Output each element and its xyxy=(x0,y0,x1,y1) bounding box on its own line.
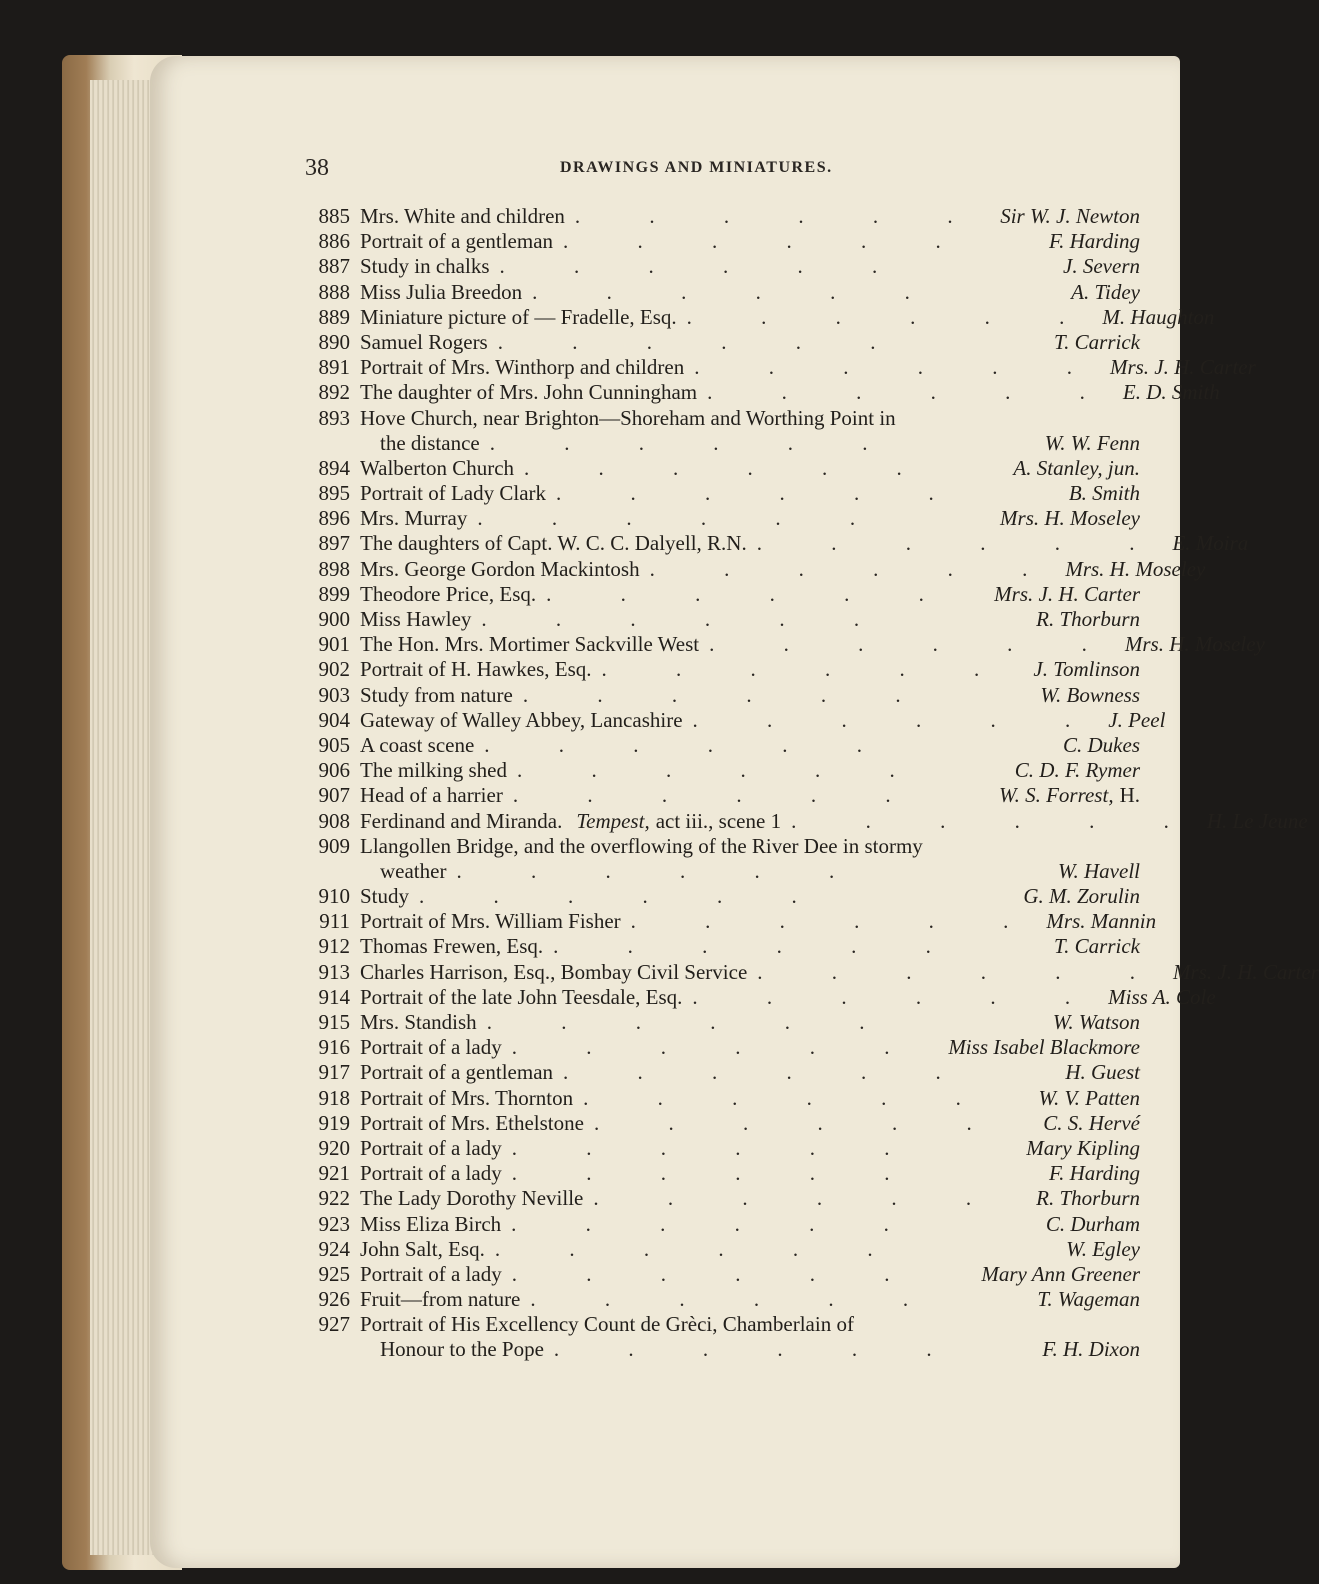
catalog-entry xyxy=(300,884,1140,909)
entry-artist: T. Carrick xyxy=(1054,934,1140,959)
catalog-entry xyxy=(300,607,1140,632)
entry-number: 888 xyxy=(318,279,350,304)
leader-dots: . . . . . . xyxy=(532,279,942,304)
leader-dots: . . . . . . xyxy=(511,1035,922,1060)
catalog-entry xyxy=(300,204,1140,229)
catalog-entry-continuation xyxy=(300,1337,1140,1362)
leader-dots: . . . . . . xyxy=(694,355,1104,380)
catalog-entry xyxy=(300,456,1140,481)
entry-number: 887 xyxy=(318,254,350,279)
entry-artist: H. Guest xyxy=(1065,1060,1140,1085)
catalog-entry xyxy=(300,1262,1140,1287)
leader-dots: . . . . . . xyxy=(553,1337,964,1362)
catalog-entry xyxy=(300,1287,1140,1312)
catalog-entry xyxy=(300,280,1140,305)
catalog-entry xyxy=(300,1186,1140,1211)
catalog-entry xyxy=(300,1237,1140,1262)
entry-number: 918 xyxy=(318,1085,350,1110)
leader-dots: . . . . . . xyxy=(484,732,895,757)
entry-artist: E. Moira xyxy=(1172,531,1249,556)
entry-number: 916 xyxy=(318,1035,350,1060)
entry-title: Miss Julia Breedon xyxy=(360,279,523,304)
entry-number: 886 xyxy=(318,229,350,254)
leader-dots: . . . . . . xyxy=(494,1236,905,1261)
entry-number: 889 xyxy=(318,304,350,329)
entry-artist: E. D. Smith xyxy=(1122,380,1220,405)
entry-number: 924 xyxy=(318,1236,350,1261)
leader-dots: . . . . . . xyxy=(556,481,966,506)
entry-title: Portrait of a gentleman xyxy=(360,1060,554,1085)
leader-dots: . . . . . . xyxy=(791,808,1201,833)
entry-title: Mrs. Standish xyxy=(360,1010,477,1034)
entry-title: Mrs. George Gordon Mackintosh xyxy=(360,556,640,581)
entry-title: Walberton Church xyxy=(360,455,515,480)
entry-title: Study xyxy=(360,884,410,909)
entry-artist: Miss Isabel Blackmore xyxy=(948,1035,1140,1060)
entry-number: 922 xyxy=(318,1186,350,1211)
entry-title: Portrait of a gentleman xyxy=(360,229,554,254)
entry-artist: W. Egley xyxy=(1066,1236,1140,1261)
catalog-entry xyxy=(300,959,1319,985)
entry-title: John Salt, Esq. xyxy=(360,1236,485,1261)
entry-number: 894 xyxy=(318,455,350,480)
entry-artist-extra: H. xyxy=(1119,783,1140,808)
catalog-entry xyxy=(300,657,1140,682)
leader-dots: . . . . . . xyxy=(553,934,963,959)
leader-dots: . . . . . . xyxy=(499,254,910,279)
entry-number: 921 xyxy=(318,1161,350,1186)
entry-number: 891 xyxy=(318,355,350,380)
catalog-entry-continuation xyxy=(300,431,1140,456)
catalog-entry xyxy=(300,1035,1140,1060)
entry-artist: C. S. Hervé xyxy=(1043,1110,1140,1135)
entry-artist: Mrs. J. H. Carter xyxy=(1109,355,1256,380)
leader-dots: . . . . . . xyxy=(686,304,1097,329)
entry-number: 905 xyxy=(318,732,350,757)
leader-dots: . . . . . . xyxy=(583,1085,993,1110)
catalog-entry xyxy=(300,758,1140,783)
catalog-entry xyxy=(300,506,1140,531)
catalog-entry xyxy=(300,984,1216,1010)
leader-dots: . . . . . . xyxy=(512,783,923,808)
catalog-entry xyxy=(300,304,1215,330)
entry-number: 895 xyxy=(318,481,350,506)
running-head: DRAWINGS AND MINIATURES. xyxy=(560,159,833,176)
entry-artist: J. Severn xyxy=(1063,254,1140,279)
entry-artist: M. Haughton xyxy=(1102,304,1215,329)
catalog-entry xyxy=(300,1060,1140,1085)
entry-title: Miniature picture of — Fradelle, Esq. xyxy=(360,304,677,329)
entry-artist: W. Watson xyxy=(1052,1010,1140,1034)
entry-artist: A. Tidey xyxy=(1071,279,1140,304)
entry-artist: F. Harding xyxy=(1048,229,1140,254)
entry-title: Samuel Rogers xyxy=(360,329,488,354)
entry-artist: C. Durham xyxy=(1045,1211,1140,1236)
entry-number: 897 xyxy=(318,531,350,556)
entry-number: 910 xyxy=(318,884,350,909)
entry-artist: Mrs. H. Moseley xyxy=(1124,632,1265,657)
leader-dots: . . . . . . xyxy=(486,1010,897,1034)
entry-title: Portrait of Mrs. Ethelstone xyxy=(360,1110,584,1135)
catalog-entry xyxy=(300,733,1140,758)
entry-artist: W. S. Forrest, xyxy=(999,783,1114,808)
leader-dots: . . . . . . xyxy=(546,581,956,606)
leader-dots: . . . . . . xyxy=(630,909,1041,934)
entry-artist: J. Tomlinson xyxy=(1033,657,1140,682)
catalog-entry xyxy=(300,1161,1140,1186)
entry-artist: Mary Kipling xyxy=(1026,1135,1140,1160)
catalog-list xyxy=(300,204,1319,1363)
entry-number: 912 xyxy=(318,934,350,959)
entry-title: Fruit—from nature xyxy=(360,1287,521,1312)
entry-artist: T. Wageman xyxy=(1037,1287,1140,1312)
catalog-entry xyxy=(300,1212,1140,1237)
entry-number: 926 xyxy=(318,1287,350,1312)
entry-title: Portrait of the late John Teesdale, Esq. xyxy=(360,984,683,1009)
entry-artist: R. Thorburn xyxy=(1036,1186,1140,1211)
catalog-entry xyxy=(300,229,1140,254)
entry-number: 923 xyxy=(318,1211,350,1236)
entry-number: 903 xyxy=(318,682,350,707)
entry-number: 892 xyxy=(318,380,350,405)
entry-number: 920 xyxy=(318,1135,350,1160)
catalog-entry xyxy=(300,934,1140,959)
entry-number: 917 xyxy=(318,1060,350,1085)
entry-title: The daughter of Mrs. John Cunningham xyxy=(360,380,698,405)
catalog-entry xyxy=(300,783,1140,808)
entry-number: 902 xyxy=(318,657,350,682)
entry-title: Study from nature xyxy=(360,682,513,707)
entry-title: The Lady Dorothy Neville xyxy=(360,1186,584,1211)
entry-title-italic: Tempest, xyxy=(576,808,650,833)
entry-number: 925 xyxy=(318,1261,350,1286)
entry-title: The daughters of Capt. W. C. C. Dalyell, R.N. xyxy=(360,531,747,556)
catalog-entry xyxy=(300,1312,1140,1337)
catalog-entry xyxy=(300,406,1140,431)
entry-title: Portrait of a lady xyxy=(360,1135,502,1160)
entry-number: 913 xyxy=(318,959,350,984)
entry-title: Llangollen Bridge, and the overflowing of the River Dee in stormy xyxy=(360,833,923,858)
leader-dots: . . . . . . xyxy=(574,204,985,228)
leader-dots: . . . . . . xyxy=(511,1161,922,1186)
leader-dots: . . . . . . xyxy=(757,959,1168,984)
entry-title: Hove Church, near Brighton—Shoreham and Worthing Point in xyxy=(360,405,896,430)
entry-number: 906 xyxy=(318,758,350,783)
leader-dots: . . . . . . xyxy=(516,758,927,783)
catalog-entry xyxy=(300,1010,1140,1035)
entry-number: 919 xyxy=(318,1110,350,1135)
entry-title: The Hon. Mrs. Mortimer Sackville West xyxy=(360,632,700,657)
leader-dots: . . . . . . xyxy=(511,1211,921,1236)
leader-dots: . . . . . . xyxy=(456,858,867,883)
entry-title: Portrait of a lady xyxy=(360,1261,502,1286)
catalog-entry xyxy=(300,355,1256,380)
leader-dots: . . . . . . xyxy=(530,1287,941,1312)
leader-dots: . . . . . . xyxy=(707,380,1117,405)
entry-artist: A. Stanley, jun. xyxy=(1013,455,1140,480)
catalog-entry xyxy=(300,683,1140,708)
leader-dots: . . . . . . xyxy=(511,1261,922,1286)
leader-dots: . . . . . . xyxy=(756,531,1167,556)
catalog-entry xyxy=(300,1111,1140,1136)
entry-title: Portrait of a lady xyxy=(360,1035,502,1060)
entry-artist: T. Carrick xyxy=(1054,329,1140,354)
leader-dots: . . . . . . xyxy=(709,632,1119,657)
entry-title-tail: act iii., scene 1 xyxy=(655,808,782,833)
entry-title-continued: the distance xyxy=(380,430,480,455)
catalog-entry xyxy=(300,834,1140,859)
entry-artist: Mrs. J. H. Carter xyxy=(994,581,1140,606)
entry-number: 890 xyxy=(318,329,350,354)
entry-title: Portrait of Lady Clark xyxy=(360,481,547,506)
entry-artist: F. H. Dixon xyxy=(1042,1337,1140,1362)
entry-title: Ferdinand and Miranda. xyxy=(360,808,563,833)
entry-number: 898 xyxy=(318,556,350,581)
entry-number: 915 xyxy=(318,1010,350,1034)
catalog-entry xyxy=(300,707,1166,733)
entry-artist: W. V. Patten xyxy=(1038,1085,1140,1110)
leader-dots: . . . . . . xyxy=(511,1135,922,1160)
entry-artist: J. Peel xyxy=(1108,707,1166,732)
entry-number: 904 xyxy=(318,707,350,732)
leader-dots: . . . . . . xyxy=(593,1186,1004,1211)
entry-title-continued: Honour to the Pope xyxy=(380,1337,544,1362)
entry-artist: W. Havell xyxy=(1057,858,1140,883)
entry-number: 899 xyxy=(318,581,350,606)
entry-number: 927 xyxy=(318,1312,350,1337)
leader-dots: . . . . . . xyxy=(563,1060,973,1085)
entry-artist: Mrs. Mannin xyxy=(1046,909,1157,934)
entry-artist: W. Bowness xyxy=(1040,682,1140,707)
entry-artist: C. D. F. Rymer xyxy=(1014,758,1140,783)
entry-title: Study in chalks xyxy=(360,254,490,279)
leader-dots: . . . . . . xyxy=(601,657,1012,682)
entry-title: Head of a harrier xyxy=(360,783,503,808)
leader-dots: . . . . . . xyxy=(489,430,900,455)
entry-title: Portrait of His Excellency Count de Grèci, Chamberlain of xyxy=(360,1312,854,1337)
entry-title: Miss Eliza Birch xyxy=(360,1211,502,1236)
leader-dots: . . . . . . xyxy=(563,229,973,254)
entry-title: Thomas Frewen, Esq. xyxy=(360,934,544,959)
entry-number: 885 xyxy=(318,204,350,228)
entry-title-continued: weather xyxy=(380,858,447,883)
entry-title: Portrait of Mrs. Winthorp and children xyxy=(360,355,685,380)
entry-title: Theodore Price, Esq. xyxy=(360,581,537,606)
entry-title: Portrait of a lady xyxy=(360,1161,502,1186)
catalog-entry xyxy=(300,254,1140,279)
entry-title: Portrait of Mrs. Thornton xyxy=(360,1085,574,1110)
entry-title: A coast scene xyxy=(360,732,475,757)
entry-number: 914 xyxy=(318,984,350,1009)
entry-number: 901 xyxy=(318,632,350,657)
catalog-entry xyxy=(300,808,1308,834)
entry-artist: F. Harding xyxy=(1048,1161,1140,1186)
entry-artist: R. Thorburn xyxy=(1036,607,1140,631)
leader-dots: . . . . . . xyxy=(649,556,1060,581)
catalog-entry xyxy=(300,330,1140,355)
leader-dots: . . . . . . xyxy=(692,707,1103,732)
entry-number: 907 xyxy=(318,783,350,808)
entry-artist: Sir W. J. Newton xyxy=(1000,204,1140,228)
entry-number: 908 xyxy=(318,808,350,833)
catalog-entry xyxy=(300,1086,1140,1111)
entry-number: 896 xyxy=(318,506,350,531)
entry-artist: Mary Ann Greener xyxy=(981,1261,1140,1286)
entry-artist: Mrs. H. Moseley xyxy=(1000,506,1140,531)
catalog-entry xyxy=(300,909,1157,934)
entry-title: Portrait of Mrs. William Fisher xyxy=(360,909,621,934)
entry-title: Charles Harrison, Esq., Bombay Civil Service xyxy=(360,959,748,984)
entry-number: 900 xyxy=(318,607,350,631)
catalog-entry xyxy=(300,556,1206,582)
entry-number: 911 xyxy=(319,909,350,934)
catalog-entry xyxy=(300,632,1265,657)
entry-number: 909 xyxy=(318,833,350,858)
entry-artist: Miss A. Cole xyxy=(1108,984,1216,1009)
entry-title: Gateway of Walley Abbey, Lancashire xyxy=(360,707,683,732)
leader-dots: . . . . . . xyxy=(522,682,933,707)
catalog-entry xyxy=(300,531,1249,556)
entry-title: The milking shed xyxy=(360,758,507,783)
leader-dots: . . . . . . xyxy=(692,984,1103,1009)
page-number: 38 xyxy=(305,155,329,181)
leader-dots: . . . . . . xyxy=(481,607,892,631)
leader-dots: . . . . . . xyxy=(524,455,934,480)
entry-artist: W. W. Fenn xyxy=(1044,430,1140,455)
entry-artist: Mrs. H. Moseley xyxy=(1065,556,1206,581)
entry-artist: G. M. Zorulin xyxy=(1023,884,1140,909)
entry-title: Mrs. Murray xyxy=(360,506,468,531)
catalog-entry-continuation xyxy=(300,859,1140,884)
entry-title: Miss Hawley xyxy=(360,607,472,631)
catalog-entry xyxy=(300,1136,1140,1161)
entry-title: Mrs. White and children xyxy=(360,204,565,228)
entry-artist: Mrs. J. H. Carter xyxy=(1173,959,1319,984)
catalog-entry xyxy=(300,582,1140,607)
leader-dots: . . . . . . xyxy=(419,884,829,909)
catalog-entry xyxy=(300,380,1220,405)
entry-number: 893 xyxy=(318,405,350,430)
leader-dots: . . . . . . xyxy=(593,1110,1004,1135)
leader-dots: . . . . . . xyxy=(497,329,908,354)
entry-artist: H. Le Jeune xyxy=(1206,808,1308,833)
leader-dots: . . . . . . xyxy=(477,506,888,531)
catalog-entry xyxy=(300,481,1140,506)
entry-artist: B. Smith xyxy=(1068,481,1140,506)
entry-artist: C. Dukes xyxy=(1063,732,1140,757)
entry-title: Portrait of H. Hawkes, Esq. xyxy=(360,657,592,682)
